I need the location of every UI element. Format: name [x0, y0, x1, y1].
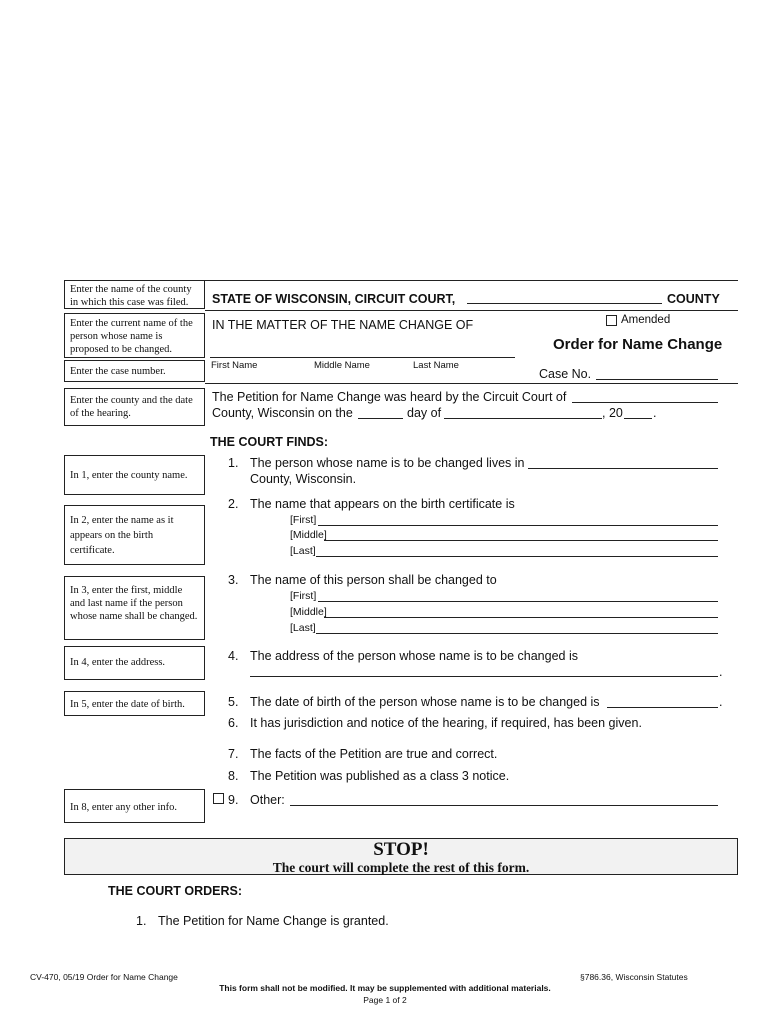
name-field[interactable]	[210, 356, 515, 358]
item4-period: .	[719, 665, 723, 679]
last-name-label: Last Name	[413, 360, 459, 371]
item2-last-label: [Last]	[290, 545, 316, 557]
item2-first-field[interactable]	[318, 524, 718, 526]
item2-middle-label: [Middle]	[290, 529, 327, 541]
item9-text: Other:	[250, 793, 285, 807]
item3-text: The name of this person shall be changed to	[250, 573, 497, 587]
hearing-line2c: , 20	[602, 406, 623, 420]
stop-box	[64, 838, 738, 875]
hearing-year-field[interactable]	[624, 417, 652, 419]
item5-dob-field[interactable]	[607, 706, 718, 708]
item1-number: 1.	[228, 456, 239, 470]
first-name-label: First Name	[211, 360, 258, 371]
sidebar-item8: In 8, enter any other info.	[64, 789, 205, 823]
case-no-label: Case No.	[539, 367, 592, 381]
item1-text: The person whose name is to be changed lives in	[250, 456, 525, 470]
item9-other-field[interactable]	[290, 804, 718, 806]
sidebar-item4: In 4, enter the address.	[64, 646, 205, 680]
item2-middle-field[interactable]	[324, 539, 718, 541]
item4-address-field[interactable]	[250, 675, 718, 677]
footer-page: Page 1 of 2	[363, 995, 407, 1005]
item3-number: 3.	[228, 573, 239, 587]
item2-first-label: [First]	[290, 514, 317, 526]
sidebar-case-number: Enter the case number.	[64, 360, 205, 382]
sidebar-item5: In 5, enter the date of birth.	[64, 691, 205, 716]
item8-number: 8.	[228, 769, 239, 783]
item2-text: The name that appears on the birth certificate is	[250, 497, 515, 511]
item7-number: 7.	[228, 747, 239, 761]
item3-middle-field[interactable]	[324, 616, 718, 618]
hearing-line2d: .	[653, 406, 657, 420]
item9-number: 9.	[228, 793, 239, 807]
hearing-line1: The Petition for Name Change was heard by the Circuit Court of	[212, 390, 567, 404]
item7-text: The facts of the Petition are true and correct.	[250, 747, 498, 761]
item6-text: It has jurisdiction and notice of the hearing, if required, has been given.	[250, 716, 642, 730]
item2-last-field[interactable]	[316, 555, 718, 557]
item5-period: .	[719, 695, 723, 709]
item3-middle-label: [Middle]	[290, 606, 327, 618]
item3-last-label: [Last]	[290, 622, 316, 634]
item3-last-field[interactable]	[316, 632, 718, 634]
item4-text: The address of the person whose name is to be changed is	[250, 649, 578, 663]
orders-item1-number: 1.	[136, 914, 147, 928]
middle-name-label: Middle Name	[314, 360, 370, 371]
sidebar-county: Enter the name of the county in which this case was filed.	[64, 280, 205, 309]
hearing-month-field[interactable]	[444, 417, 602, 419]
item3-first-field[interactable]	[318, 600, 718, 602]
footer-notice: This form shall not be modified. It may be supplemented with additional materials.	[219, 983, 551, 993]
footer-form-id: CV-470, 05/19 Order for Name Change	[30, 972, 178, 982]
hearing-day-field[interactable]	[358, 417, 403, 419]
item5-number: 5.	[228, 695, 239, 709]
sidebar-item1: In 1, enter the county name.	[64, 455, 205, 495]
form-title: Order for Name Change	[553, 336, 723, 353]
hearing-line2a: County, Wisconsin on the	[212, 406, 353, 420]
matter-heading: IN THE MATTER OF THE NAME CHANGE OF	[212, 318, 474, 332]
sidebar-item3: In 3, enter the first, middle and last name if the person whose name shall be changed.	[64, 576, 205, 640]
stop-title: STOP!	[373, 839, 429, 860]
header-rule	[205, 310, 738, 311]
case-no-field[interactable]	[596, 378, 718, 380]
footer-statute: §786.36, Wisconsin Statutes	[580, 972, 688, 982]
county-label: COUNTY	[667, 292, 720, 306]
item1-county-field[interactable]	[528, 467, 718, 469]
case-rule	[205, 383, 738, 384]
amended-checkbox[interactable]	[606, 315, 617, 326]
amended-label: Amended	[621, 314, 671, 326]
findings-heading: THE COURT FINDS:	[210, 435, 329, 449]
item8-text: The Petition was published as a class 3 notice.	[250, 769, 510, 783]
item6-number: 6.	[228, 716, 239, 730]
item5-text: The date of birth of the person whose name is to be changed is	[250, 695, 600, 709]
county-field[interactable]	[467, 302, 662, 304]
hearing-line2b: day of	[407, 406, 442, 420]
sidebar-item2: In 2, enter the name as it appears on the birth certificate.	[64, 505, 205, 565]
sidebar-current-name: Enter the current name of the person whose name is proposed to be changed.	[64, 313, 205, 358]
item9-checkbox[interactable]	[213, 793, 224, 804]
orders-heading: THE COURT ORDERS:	[108, 884, 243, 898]
court-heading: STATE OF WISCONSIN, CIRCUIT COURT,	[212, 292, 456, 306]
hearing-court-field[interactable]	[572, 401, 718, 403]
item1-text-b: County, Wisconsin.	[250, 472, 357, 486]
stop-subtitle: The court will complete the rest of this form.	[272, 860, 530, 875]
orders-item1-text: The Petition for Name Change is granted.	[158, 914, 389, 928]
sidebar-hearing: Enter the county and the date of the hearing.	[64, 388, 205, 426]
item2-number: 2.	[228, 497, 239, 511]
item3-first-label: [First]	[290, 590, 317, 602]
item4-number: 4.	[228, 649, 239, 663]
